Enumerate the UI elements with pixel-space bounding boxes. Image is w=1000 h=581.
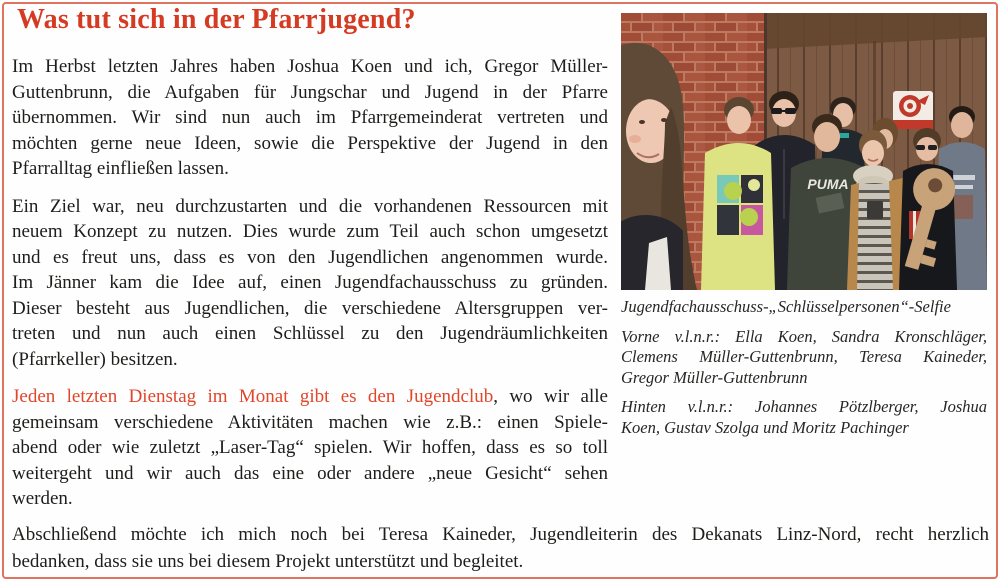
paragraph-intro bbox=[12, 54, 608, 182]
article-title: Was tut sich in der Pfarrjugend? bbox=[17, 4, 416, 35]
text-segment: , wo wir alle bbox=[493, 386, 608, 407]
highlighted-text: Jeden letzten Dienstag im Monat gibt es den Jugendclub bbox=[12, 386, 494, 407]
caption-title bbox=[621, 297, 987, 318]
text-line: neuem Konzept zu nutzen. Dies wurde zum Teil auch schon umgesetzt bbox=[12, 221, 608, 242]
puma-logo-text: PUMA bbox=[807, 176, 849, 192]
text-line: treten und nun auch einen Schlüssel zu den Jugendräumlichkeiten bbox=[12, 323, 608, 344]
text-line: möchten gerne neue Ideen, sowie die Perspektive der Jugend in den bbox=[12, 132, 608, 154]
caption-line: Hinten v.l.n.r.: Johannes Pötzlberger, Joshua bbox=[621, 397, 987, 416]
target-sign bbox=[893, 91, 933, 129]
text-line: abend oder wie zuletzt „Laser-Tag“ spielen. Wir hoffen, dass es so toll bbox=[12, 437, 608, 458]
text-line: Dieser besteht aus Jugendlichen, die verschiedene Altersgruppen ver- bbox=[12, 297, 608, 319]
text-line: weitergeht und wir auch das eine oder andere „neue Gesicht“ sehen bbox=[12, 462, 608, 484]
group-photo-figure bbox=[621, 13, 987, 447]
text-line: werden. bbox=[12, 488, 73, 509]
text-line: Im Herbst letzten Jahres haben Joshua Koen und ich, Gregor Müller- bbox=[12, 56, 608, 77]
group-photo bbox=[621, 13, 987, 290]
text-line: Guttenbrunn, die Aufgaben für Jungschar und Jugend in der Pfarre bbox=[12, 81, 608, 103]
caption-line: Gregor Müller-Guttenbrunn bbox=[621, 367, 808, 387]
caption-back-row bbox=[621, 397, 987, 438]
photo-caption bbox=[621, 297, 987, 438]
text-line: Ein Ziel war, neu durchzustarten und die vorhandenen Ressourcen mit bbox=[12, 195, 608, 217]
caption-line: Jugendfachausschuss-„Schlüsselpersonen“-Selfie bbox=[621, 297, 951, 316]
text-line: und es freut uns, dass es von den Jugendlichen angenommen wurde. bbox=[12, 246, 608, 268]
text-line: (Pfarrkeller) besitzen. bbox=[12, 348, 178, 370]
text-line: Im Jänner kam die Idee auf, einen Jugendfachausschuss zu gründen. bbox=[12, 272, 608, 293]
paragraph-jugendclub bbox=[12, 384, 608, 512]
text-line: Pfarralltag einfließen lassen. bbox=[12, 158, 229, 179]
caption-line: Vorne v.l.n.r.: Ella Koen, Sandra Kronschläger, bbox=[621, 326, 987, 346]
text-line bbox=[12, 384, 608, 410]
text-line: übernommen. Wir sind nun auch im Pfarrgemeinderat vertreten und bbox=[12, 107, 608, 128]
caption-front-row bbox=[621, 327, 987, 389]
article-body bbox=[12, 54, 608, 524]
paragraph-goal bbox=[12, 194, 608, 373]
paragraph-closing bbox=[12, 521, 989, 575]
caption-line: Koen, Gustav Szolga und Moritz Pachinger bbox=[621, 417, 909, 437]
caption-line: Clemens Müller-Guttenbrunn, Teresa Kaineder, bbox=[621, 347, 987, 366]
text-line: gemeinsam verschiedene Aktivitäten machen wie z.B.: einen Spiele- bbox=[12, 411, 608, 433]
text-line: Abschließend möchte ich mich noch bei Teresa Kaineder, Jugendleiterin des Dekanats Linz-Nord, recht herzlich bbox=[12, 524, 989, 545]
text-line: bedanken, dass sie uns bei diesem Projekt unterstützt und begleitet. bbox=[12, 551, 524, 572]
